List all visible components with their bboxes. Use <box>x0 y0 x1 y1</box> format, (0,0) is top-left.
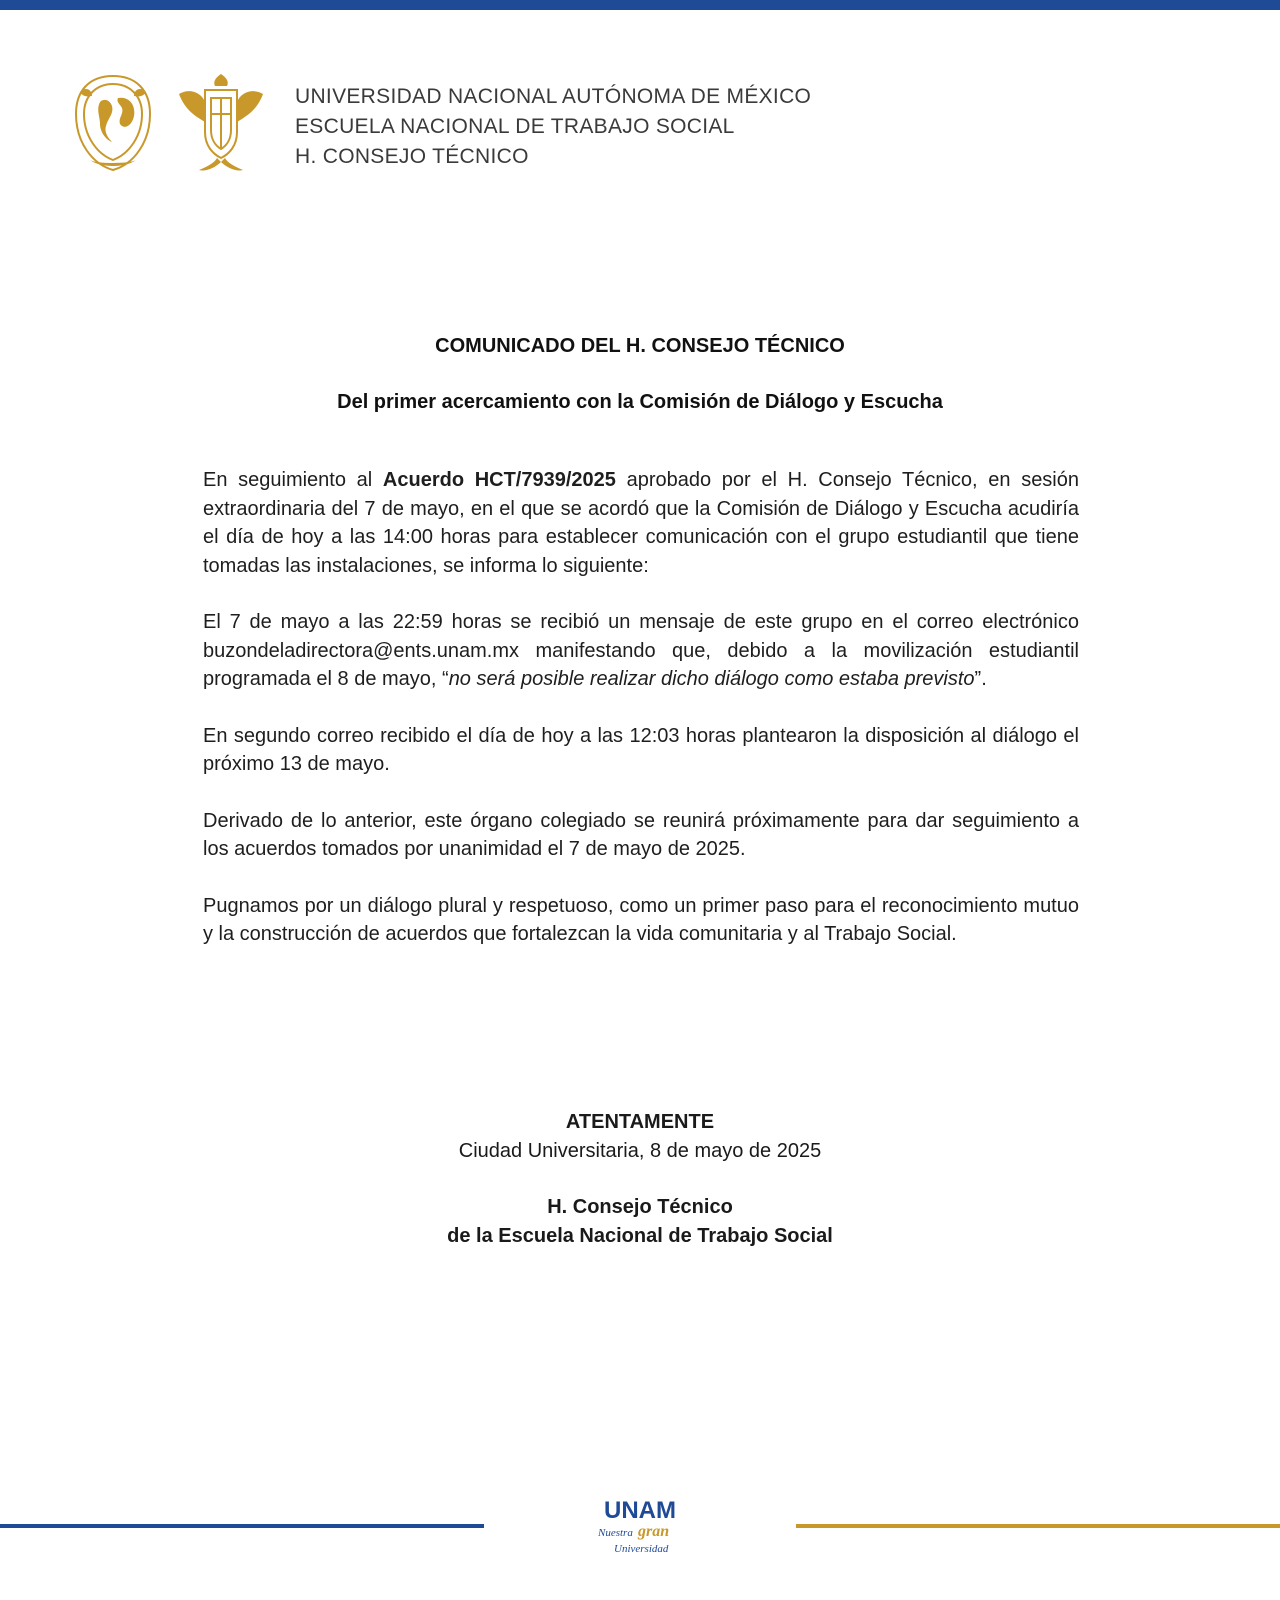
place-date: Ciudad Universitaria, 8 de mayo de 2025 <box>458 1139 822 1162</box>
signer-line-2: de la Escuela Nacional de Trabajo Social <box>447 1224 833 1247</box>
agreement-reference: Acuerdo HCT/7939/2025 <box>382 469 616 491</box>
council-name: H. CONSEJO TÉCNICO <box>295 145 529 168</box>
signer-line-1: H. Consejo Técnico <box>547 1196 733 1218</box>
footer-line-blue <box>0 1524 484 1528</box>
paragraph-5: Pugnamos por un diálogo plural y respetuoso, como un primer paso para el reconocimiento mutuo y la construcción de acuerdos que fortalezcan la vida comunitaria y al Trabajo Social. <box>203 894 1079 945</box>
paragraph-1: En seguimiento al Acuerdo HCT/7939/2025 aprobado por el H. Consejo Técnico, en sesión extraordinaria del 7 de mayo, en el que se acordó que la Comisión de Diálogo y Escucha acudiría el día de hoy a las 14:00 horas para establecer comunicación con el grupo estudiantil que tiene tomadas las instalaciones, se informa lo siguiente: <box>203 469 1079 577</box>
unam-footer-logo <box>594 1496 686 1562</box>
top-accent-bar <box>0 0 1280 10</box>
footer-line-gold <box>796 1524 1280 1528</box>
closing-block <box>0 1108 1280 1250</box>
logo-tagline-a: Nuestra <box>598 1527 633 1539</box>
logo-tagline-b: gran <box>638 1523 670 1540</box>
ents-seal-icon <box>175 72 267 176</box>
unam-seal-icon <box>70 72 156 174</box>
paragraph-2: El 7 de mayo a las 22:59 horas se recibió un mensaje de este grupo en el correo electrónico buzondeladirectora@ents.unam.mx manifestando que, debido a la movilización estudiantil programada el 8 de mayo, “no será posible realizar dicho diálogo como estaba previsto”. <box>203 611 1079 690</box>
salutation: ATENTAMENTE <box>565 1111 715 1133</box>
document-subtitle: Del primer acercamiento con la Comisión de Diálogo y Escucha <box>337 391 943 413</box>
quoted-message: no será posible realizar dicho diálogo como estaba previsto <box>448 668 975 690</box>
logo-tagline-c: Universidad <box>614 1543 669 1555</box>
logo-wordmark: UNAM <box>604 1497 676 1524</box>
institution-name: UNIVERSIDAD NACIONAL AUTÓNOMA DE MÉXICO <box>295 85 812 108</box>
document-body <box>203 466 1079 977</box>
paragraph-3: En segundo correo recibido el día de hoy a las 12:03 horas plantearon la disposición al diálogo el próximo 13 de mayo. <box>203 724 1079 775</box>
document-title: COMUNICADO DEL H. CONSEJO TÉCNICO <box>435 335 845 357</box>
school-name: ESCUELA NACIONAL DE TRABAJO SOCIAL <box>295 115 735 138</box>
paragraph-4: Derivado de lo anterior, este órgano colegiado se reunirá próximamente para dar seguimiento a los acuerdos tomados por unanimidad el 7 de mayo de 2025. <box>203 809 1079 860</box>
